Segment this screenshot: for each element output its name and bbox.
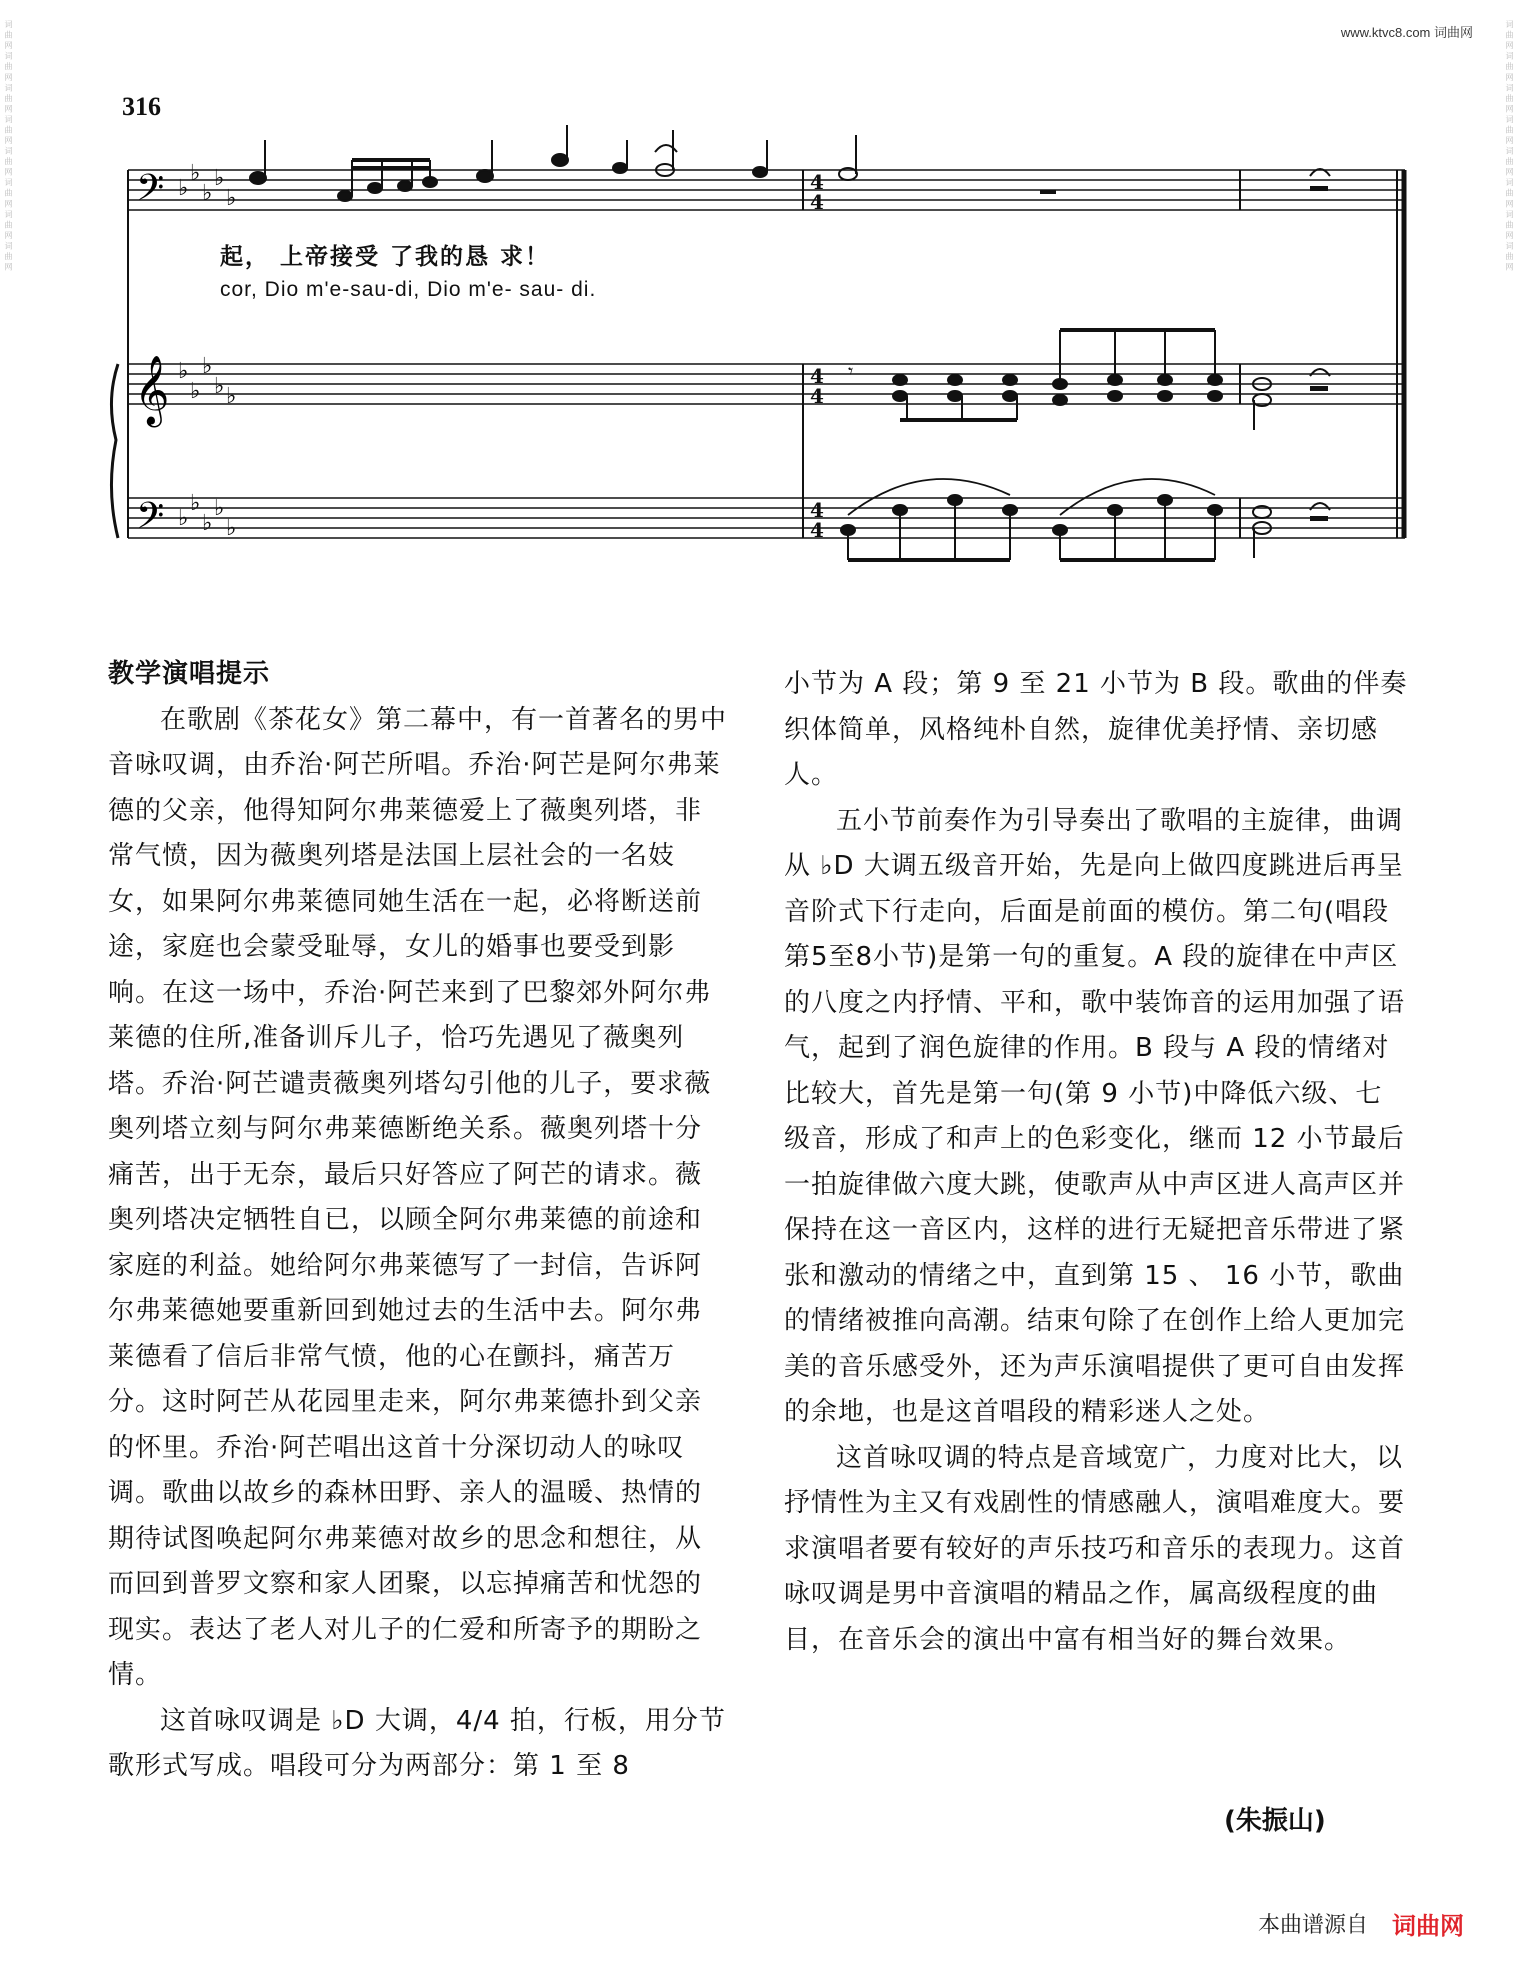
key-signatures [178,161,236,541]
svg-text:4: 4 [810,170,824,194]
svg-text:♭: ♭ [178,176,189,201]
svg-text:♭: ♭ [202,354,213,379]
left-watermark-text: 词 曲 网 词 曲 网 词 曲 网 词 曲 网 词 曲 网 词 曲 网 词 曲 网 词 曲 网 [4,20,13,271]
article-paragraph: 五小节前奏作为引导奏出了歌唱的主旋律，曲调从 ♭D 大调五级音开始，先是向上做四度跳进后再呈音阶式下行走向，后面是前面的模仿。第二句(唱段第5至8小节)是第一句的重复。A 段的旋律在中声区的八度之内抒情、平和，歌中装饰音的运用加强了语气，起到了润色旋律的作用。B 段与 A 段的情绪对比较大，首先是第一句(第 9 小节)中降低六级、七级音，形成了和声上的色彩变化，继而 12 小节最后一拍旋律做六度大跳，使歌声从中声区进人高声区并保持在这一音区内，这样的进行无疑把音乐带进了紧张和激动的情绪之中，直到第 15 、 16 小节，歌曲的情绪被推向高潮。结束句除了在创作上给人更加完美的音乐感受外，还为声乐演唱提供了更可自由发挥的余地，也是这首唱段的精彩迷人之处。 [784,805,1406,1427]
treble-chords [848,330,1328,430]
svg-text:♭: ♭ [190,491,201,516]
footer-source: 本曲谱源自 [1258,1913,1369,1938]
article-paragraph: 小节为 A 段；第 9 至 21 小节为 B 段。歌曲的伴奏织体简单，风格纯朴自然，旋律优美抒情、亲切感人。 [784,669,1408,790]
svg-text:♭: ♭ [226,516,237,541]
svg-text:♭: ♭ [190,161,201,186]
treble-clef: 𝄞 [134,355,170,425]
right-watermark-text: 词 曲 网 词 曲 网 词 曲 网 词 曲 网 词 曲 网 词 曲 网 词 曲 网 词 曲 网 [1505,20,1514,271]
article-paragraph: 这首咏叹调的特点是音域宽广，力度对比大，以抒情性为主又有戏剧性的情感融人，演唱难度大。要求演唱者要有较好的声乐技巧和音乐的表现力。这首咏叹调是男中音演唱的精品之作，属高级程度的曲目，在音乐会的演出中富有相当好的舞台效果。 [784,1442,1406,1655]
article-author: (朱振山) [1224,1806,1326,1836]
bass-clef-voice: 𝄢 [136,167,165,218]
page-number: 316 [122,92,161,121]
top-watermark: www.ktvc8.com 词曲网 [1340,25,1473,40]
lyrics-chinese: 起， 上帝接受 了我的恳 求！ [220,244,551,270]
barlines [128,170,1404,538]
svg-text:♭: ♭ [226,384,237,409]
svg-text:4: 4 [810,190,824,214]
svg-text:♭: ♭ [190,379,201,404]
svg-text:♭: ♭ [202,181,213,206]
bass-staff [128,498,1405,538]
svg-text:♭: ♭ [214,166,225,191]
svg-text:♭: ♭ [226,186,237,211]
footer-brand-link[interactable]: 词曲网 [1392,1912,1464,1940]
svg-text:♭: ♭ [178,506,189,531]
svg-text:4: 4 [810,518,824,542]
svg-text:♭: ♭ [202,511,213,536]
article-right-column [784,662,1409,1663]
svg-text:♭: ♭ [214,374,225,399]
svg-text:4: 4 [810,384,824,408]
time-signatures [810,170,824,542]
svg-text:4: 4 [810,498,824,522]
svg-text:𝄾: 𝄾 [848,359,854,383]
piano-brace [111,364,118,538]
svg-text:4: 4 [810,364,824,388]
svg-text:♭: ♭ [214,496,225,521]
article-heading: 教学演唱提示 [108,659,271,689]
bass-clef-piano: 𝄢 [136,495,165,546]
article-paragraph: 在歌剧《茶花女》第二幕中，有一首著名的男中音咏叹调，由乔治·阿芒所唱。乔治·阿芒是阿尔弗莱德的父亲，他得知阿尔弗莱德爱上了薇奥列塔，非常气愤，因为薇奥列塔是法国上层社会的一名妓女，如果阿尔弗莱德同她生活在一起，必将断送前途，家庭也会蒙受耻辱，女儿的婚事也要受到影响。在这一场中，乔治·阿芒来到了巴黎郊外阿尔弗莱德的住所,准备训斥儿子，恰巧先遇见了薇奥列塔。乔治·阿芒谴责薇奥列塔勾引他的儿子，要求薇奥列塔立刻与阿尔弗莱德断绝关系。薇奥列塔十分痛苦，出于无奈，最后只好答应了阿芒的请求。薇奥列塔决定牺牲自已，以顾全阿尔弗莱德的前途和家庭的利益。她给阿尔弗莱德写了一封信，告诉阿尔弗莱德她要重新回到她过去的生活中去。阿尔弗莱德看了信后非常气愤，他的心在颤抖，痛苦万分。这时阿芒从花园里走来，阿尔弗莱德扑到父亲的怀里。乔治·阿芒唱出这首十分深切动人的咏叹调。歌曲以故乡的森林田野、亲人的温暖、热情的期待试图唤起阿尔弗莱德对故乡的思念和想往，从而回到普罗文察和家人团聚，以忘掉痛苦和忧怨的现实。表达了老人对儿子的仁爱和所寄予的期盼之情。 [108,704,728,1690]
article-paragraph: 这首咏叹调是 ♭D 大调，4/4 拍，行板，用分节歌形式写成。唱段可分为两部分：第 1 至 8 [108,1705,726,1781]
article-left-column [108,652,728,1790]
lyrics-italian: cor, Dio m'e-sau-di, Dio m'e- sau- di. [220,278,597,301]
svg-text:♭: ♭ [178,359,189,384]
voice-staff [128,170,1405,210]
